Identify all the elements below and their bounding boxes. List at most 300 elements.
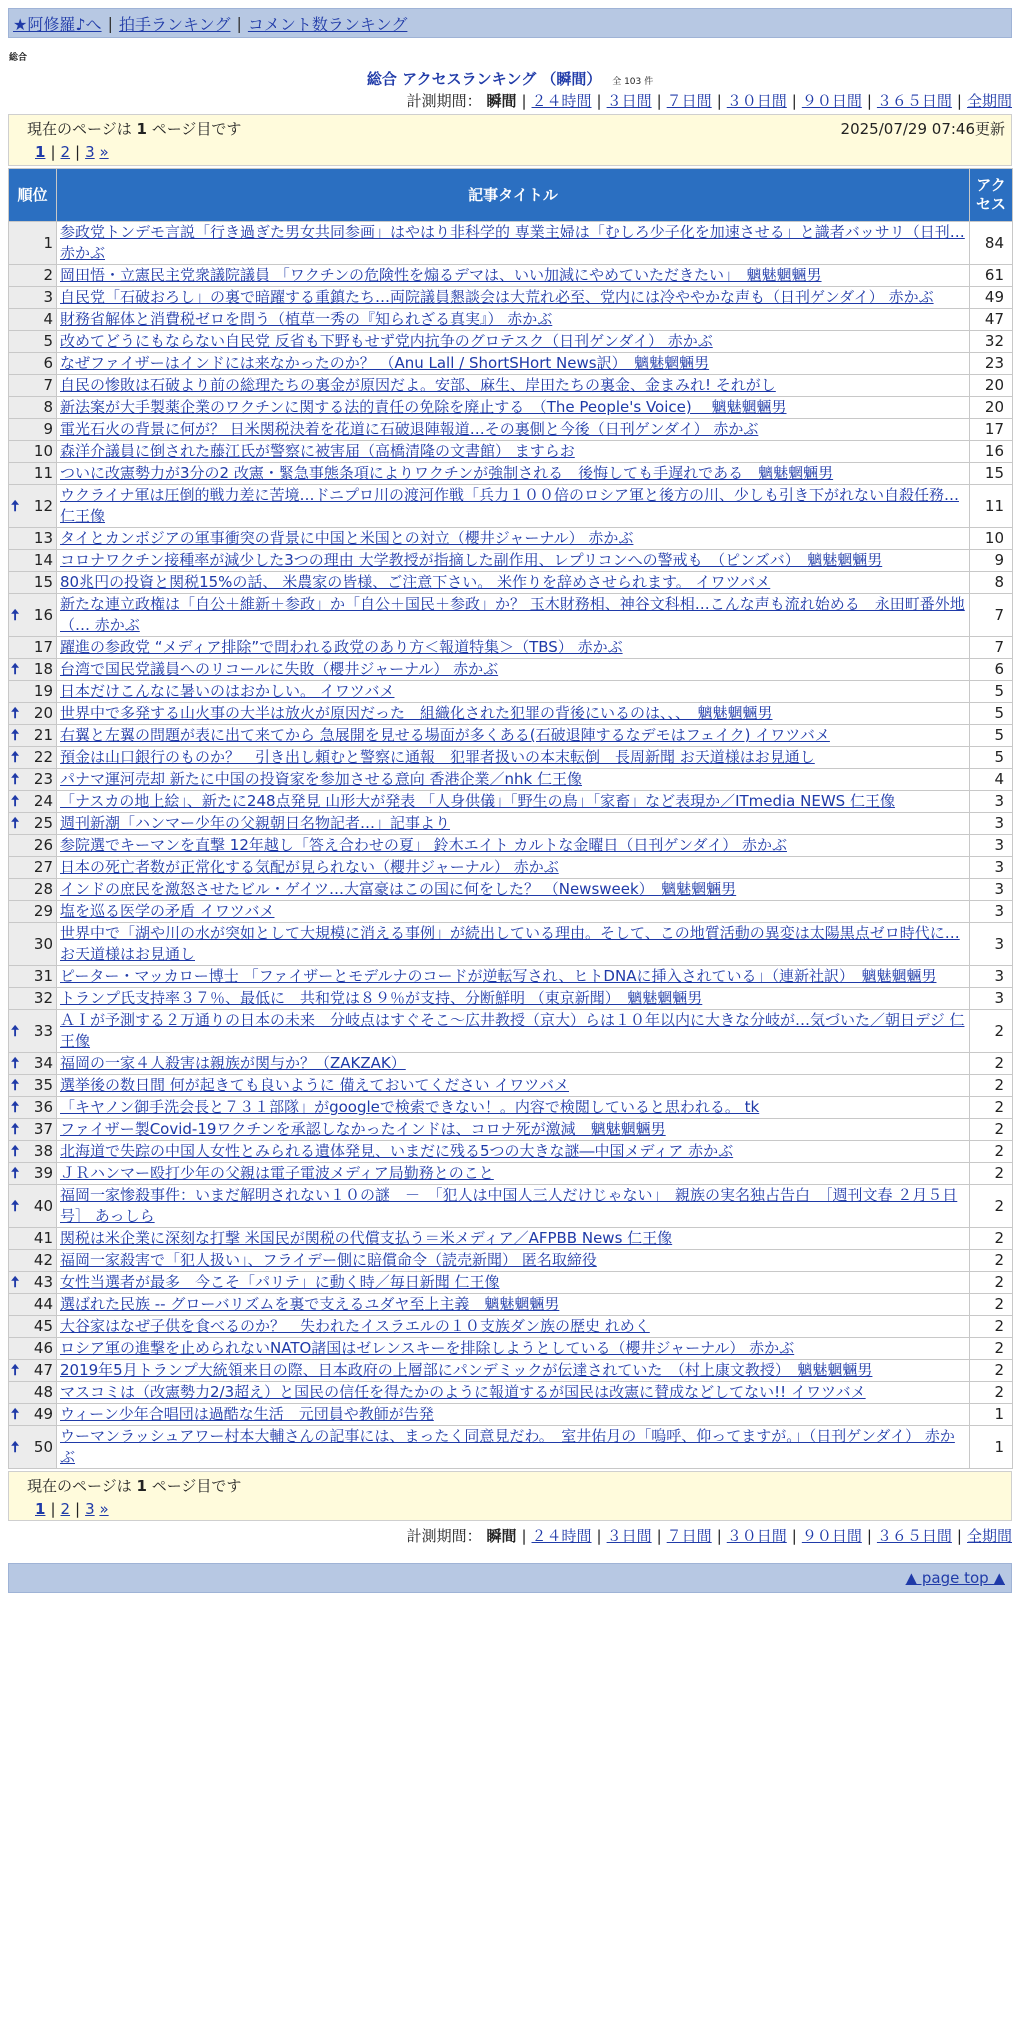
access-count: 10 [970,528,1013,550]
rank-cell [9,265,57,287]
title-cell [57,1360,970,1382]
rank-cell [9,791,57,813]
rank-cell [9,1119,57,1141]
top-nav-bar: ★阿修羅♪へ | 拍手ランキング | コメント数ランキング [8,8,1012,38]
table-row [9,1185,1013,1228]
article-link[interactable]: 躍進の参政党 “メディア排除”で問われる政党のあり方＜報道特集＞（TBS） 赤かぶ [60,638,623,656]
title-cell [57,1316,970,1338]
article-link[interactable]: 預金は山口銀行のものか？ 引き出し頼むと警察に通報 犯罪者扱いの本末転倒 長周新聞 お天道様はお見通し [60,748,815,766]
next-page-link[interactable]: » [99,143,109,161]
rank-cell [9,1053,57,1075]
period-option[interactable]: ３日間 [606,92,652,110]
article-link[interactable]: ピーター・マッカロー博士 「ファイザーとモデルナのコードが逆転写され、ヒトDNAに挿入されている」（連新社訳） 魑魅魍魎男 [60,967,937,985]
table-row [9,1404,1013,1426]
rank-cell [9,419,57,441]
rank-number: 49 [33,1405,53,1423]
table-row [9,725,1013,747]
access-count: 9 [970,550,1013,572]
article-link[interactable]: 週刊新潮「ハンマー少年の父親朝日名物記者…」記事より [60,814,451,832]
access-count: 3 [970,791,1013,813]
title-cell [57,879,970,901]
table-row [9,222,1013,265]
article-link[interactable]: 「ナスカの地上絵」、新たに248点発見 山形大が発表 「人身供儀」「野生の鳥」「家畜」など表現か／ITmedia NEWS 仁王像 [60,792,895,810]
title-cell [57,747,970,769]
table-row [9,1338,1013,1360]
rank-cell [9,1185,57,1228]
rank-up-arrow-icon: 🠅 [11,1142,20,1160]
rank-cell [9,1141,57,1163]
rank-cell [9,1316,57,1338]
rank-number: 36 [33,1098,53,1116]
table-row [9,419,1013,441]
table-row [9,1053,1013,1075]
table-row [9,1075,1013,1097]
rank-number: 16 [33,605,53,624]
article-link[interactable]: 日本の死亡者数が正常化する気配が見られない（櫻井ジャーナル） 赤かぶ [60,858,559,876]
title-cell [57,659,970,681]
updated-timestamp: 2025/07/29 07:46更新 [840,120,1005,138]
access-count: 2 [970,1163,1013,1185]
rank-number: 1 [43,233,53,252]
title-cell [57,1404,970,1426]
article-link[interactable]: マスコミは（改憲勢力2/3超え）と国民の信任を得たかのように報道するが国民は改憲に賛成などしてない!! イワツバメ [60,1383,866,1401]
access-count: 2 [970,1360,1013,1382]
rank-number: 2 [43,266,53,284]
period-option[interactable]: ９０日間 [801,92,862,110]
table-row [9,1141,1013,1163]
rank-cell [9,747,57,769]
title-cell [57,835,970,857]
article-link[interactable]: 世界中で「湖や川の水が突如として大規模に消える事例」が続出している理由。そして、この地質活動の異変は太陽黒点ゼロ時代に… お天道様はお見通し [60,924,960,963]
article-link[interactable]: 森洋介議員に倒された藤江氏が警察に被害届（高橋清隆の文書館） ますらお [60,442,575,460]
title-cell [57,1294,970,1316]
rank-cell [9,879,57,901]
rank-number: 20 [33,704,53,722]
title-cell [57,441,970,463]
table-row [9,463,1013,485]
rank-number: 18 [33,660,53,678]
title-cell [57,572,970,594]
article-link[interactable]: インドの庶民を激怒させたビル・ゲイツ…大富豪はこの国に何をした？ （Newsweek） 魑魅魍魎男 [60,880,737,898]
table-row [9,923,1013,966]
table-row [9,1163,1013,1185]
title-cell [57,857,970,879]
page-link[interactable]: 1 [35,143,46,161]
current-page-text-bottom: 現在のページは 1 ページ目です [27,1477,242,1495]
table-row [9,1360,1013,1382]
access-count: 3 [970,879,1013,901]
title-cell [57,1075,970,1097]
access-count: 1 [970,1404,1013,1426]
table-row [9,1010,1013,1053]
rank-up-arrow-icon: 🠅 [11,1076,20,1094]
article-link[interactable]: 世界中で多発する山火事の大半は放火が原因だった 組織化された犯罪の背後にいるのは、、、 魑魅魍魎男 [60,704,773,722]
period-option[interactable]: ９０日間 [801,1527,862,1545]
rank-cell [9,813,57,835]
table-row [9,309,1013,331]
rank-up-arrow-icon: 🠅 [11,1273,20,1291]
rank-number: 7 [43,376,53,394]
rank-cell [9,463,57,485]
rank-cell [9,397,57,419]
article-link[interactable]: ＪＲハンマー殴打少年の父親は電子電波メディア局勤務とのこと [60,1164,494,1182]
period-option[interactable]: ３６５日間 [876,1527,952,1545]
article-link[interactable]: 自民の惨敗は石破より前の総理たちの裏金が原因だよ。安部、麻生、岸田たちの裏金、金まみれ! それがし [60,376,776,394]
rank-number: 10 [33,442,53,460]
table-row [9,659,1013,681]
rank-number: 27 [33,858,53,876]
article-link[interactable]: 財務省解体と消費税ゼロを問う（植草一秀の『知られざる真実』） 赤かぶ [60,310,553,328]
access-count: 16 [970,441,1013,463]
period-label-bottom: 計測期間： [406,1527,482,1545]
table-row [9,331,1013,353]
rank-number: 19 [33,682,53,700]
rank-number: 12 [33,496,53,515]
rank-up-arrow-icon: 🠅 [11,660,20,678]
rank-up-arrow-icon: 🠅 [11,1120,20,1138]
table-row [9,375,1013,397]
rank-column-header: 順位 [9,169,57,222]
table-row [9,1228,1013,1250]
bottom-bar [8,1563,1012,1593]
title-cell [57,923,970,966]
table-row [9,747,1013,769]
page-link[interactable]: 2 [60,1500,71,1518]
access-count: 3 [970,923,1013,966]
access-count: 61 [970,265,1013,287]
title-cell [57,309,970,331]
article-link[interactable]: 大谷家はなぜ子供を食べるのか？ 失われたイスラエルの１０支族ダン族の歴史 れめく [60,1317,650,1335]
rank-up-arrow-icon: 🠅 [11,770,20,788]
access-count: 11 [970,485,1013,528]
page-link[interactable]: 3 [85,1500,95,1518]
rank-number: 32 [33,989,53,1007]
title-cell [57,528,970,550]
article-link[interactable]: なぜファイザーはインドには来なかったのか？ （Anu Lall / ShortSHort News訳） 魑魅魍魎男 [60,354,710,372]
rank-number: 33 [33,1021,53,1040]
rank-number: 41 [33,1229,53,1247]
title-cell [57,594,970,637]
article-link[interactable]: 北海道で失踪の中国人女性とみられる遺体発見、いまだに残る5つの大きな謎―中国メディア 赤かぶ [60,1142,734,1160]
access-count: 2 [970,1010,1013,1053]
period-option[interactable]: ３日間 [606,1527,652,1545]
article-link[interactable]: 選挙後の数日間 何が起きても良いように 備えておいてください イワツバメ [60,1076,570,1094]
article-link[interactable]: 福岡一家惨殺事件：いまだ解明されない１０の謎 － 「犯人は中国人三人だけじゃない」 親族の実名独占告白 ［週刊文春 ２月５日号］ あっしら [60,1186,958,1225]
rank-number: 47 [33,1361,53,1379]
table-row [9,966,1013,988]
table-row [9,485,1013,528]
page-link[interactable]: 1 [35,1500,46,1518]
rank-cell [9,222,57,265]
table-row [9,791,1013,813]
title-cell [57,397,970,419]
article-link[interactable]: 「キヤノン御手洗会長と７３１部隊」がgoogleで検索できない！。内容で検閲していると思われる。 tk [60,1098,760,1116]
article-link[interactable]: 80兆円の投資と関税15%の話、 米農家の皆様、ご注意下さい。 米作りを辞めさせられます。 イワツバメ [60,573,771,591]
rank-up-arrow-icon: 🠅 [11,1361,20,1379]
access-count: 2 [970,1185,1013,1228]
ranking-table [8,168,1013,1469]
article-link[interactable]: ロシア軍の進撃を止められないNATO諸国はゼレンスキーを排除しようとしている（櫻井ジャーナル） 赤かぶ [60,1339,795,1357]
article-link[interactable]: 新法案が大手製薬企業のワクチンに関する法的責任の免除を廃止する （The People's Voice) 魑魅魍魎男 [60,398,787,416]
period-selector: 計測期間： 瞬間 | ２４時間 | ３日間 | ７日間 | ３０日間 | ９０日間 | ３６５日間 | 全期間 [406,92,1012,110]
table-row [9,703,1013,725]
rank-cell [9,550,57,572]
article-link[interactable]: 参院選でキーマンを直撃 12年越し「答え合わせの夏」 鈴木エイト カルトな金曜日（日刊ゲンダイ） 赤かぶ [60,836,787,854]
rank-cell [9,1075,57,1097]
rank-number: 4 [43,310,53,328]
access-count: 6 [970,659,1013,681]
rank-cell [9,572,57,594]
rank-cell [9,637,57,659]
rank-cell [9,659,57,681]
table-row [9,1294,1013,1316]
table-row [9,1097,1013,1119]
period-option[interactable]: ３０日間 [726,92,787,110]
table-row [9,265,1013,287]
rank-cell [9,988,57,1010]
article-link[interactable]: ＡＩが予測する２万通りの日本の未来 分岐点はすぐそこ～広井教授（京大）らは１０年以内に大きな分岐が…気づいた／朝日デジ 仁王像 [60,1011,965,1050]
article-link[interactable]: 新たな連立政権は「自公＋維新＋参政」か「自公＋国民＋参政」か？ 玉木財務相、神谷文科相…こんな声も流れ始める 永田町番外地（… 赤かぶ [60,595,965,634]
rank-number: 25 [33,814,53,832]
article-link[interactable]: ファイザー製Covid-19ワクチンを承認しなかったインドは、コロナ死が激減 魑魅魍魎男 [60,1120,666,1138]
title-cell [57,1228,970,1250]
period-option[interactable]: ３０日間 [726,1527,787,1545]
rank-number: 3 [43,288,53,306]
table-row [9,1316,1013,1338]
rank-number: 42 [33,1251,53,1269]
title-cell [57,353,970,375]
period-label: 計測期間： [406,92,482,110]
table-row [9,1426,1013,1469]
article-link[interactable]: ウクライナ軍は圧倒的戦力差に苦境…ドニプロ川の渡河作戦「兵力１００倍のロシア軍と後方の川、少しも引き下がれない自殺任務… 仁王像 [60,486,959,525]
title-cell [57,791,970,813]
clap-ranking-link[interactable]: 拍手ランキング [118,14,231,34]
comment-ranking-link[interactable]: コメント数ランキング [247,14,408,34]
rank-number: 13 [33,529,53,547]
table-row [9,528,1013,550]
rank-up-arrow-icon: 🠅 [11,1405,20,1423]
access-count: 5 [970,703,1013,725]
table-header-row [9,169,1013,222]
table-row [9,857,1013,879]
table-row [9,835,1013,857]
access-count: 5 [970,725,1013,747]
article-link[interactable]: 2019年5月トランプ大統領来日の際、日本政府の上層部にパンデミックが伝達されていた （村上康文教授） 魑魅魍魎男 [60,1361,873,1379]
table-row [9,572,1013,594]
title-cell [57,1163,970,1185]
rank-up-arrow-icon: 🠅 [11,496,20,515]
rank-cell [9,703,57,725]
rank-cell [9,857,57,879]
article-link[interactable]: 改めてどうにもならない自民党 反省も下野もせず党内抗争のグロテスク（日刊ゲンダイ） 赤かぶ [60,332,713,350]
access-count: 2 [970,1338,1013,1360]
table-row [9,1250,1013,1272]
rank-number: 24 [33,792,53,810]
article-link[interactable]: 参政党トンデモ言説「行き過ぎた男女共同参画」はやはり非科学的 専業主婦は「むしろ少子化を加速させる」と識者バッサリ（日刊… 赤かぶ [60,223,965,262]
access-count: 47 [970,309,1013,331]
period-option[interactable]: 全期間 [966,1527,1012,1545]
access-count: 20 [970,397,1013,419]
article-link[interactable]: ウィーン少年合唱団は過酷な生活 元団員や教師が告発 [60,1405,434,1423]
title-cell [57,287,970,309]
access-count: 2 [970,1382,1013,1404]
rank-cell [9,1272,57,1294]
access-count: 7 [970,594,1013,637]
article-link[interactable]: 台湾で国民党議員へのリコールに失敗（櫻井ジャーナル） 赤かぶ [60,660,499,678]
rank-cell [9,966,57,988]
page-link[interactable]: 3 [85,143,95,161]
article-link[interactable]: パナマ運河売却 新たに中国の投資家を参加させる意向 香港企業／nhk 仁王像 [60,770,583,788]
article-link[interactable]: 右翼と左翼の問題が表に出て来てから 急展開を見せる場面が多くある(石破退陣するなデモはフェイク) イワツバメ [60,726,830,744]
rank-up-arrow-icon: 🠅 [11,748,20,766]
title-cell [57,1053,970,1075]
access-count: 2 [970,1316,1013,1338]
access-count: 3 [970,988,1013,1010]
rank-number: 28 [33,880,53,898]
rank-up-arrow-icon: 🠅 [11,792,20,810]
article-link[interactable]: ついに改憲勢力が3分の2 改憲・緊急事態条項によりワクチンが強制される 後悔しても手遅れである 魑魅魍魎男 [60,464,834,482]
title-cell [57,419,970,441]
rank-cell [9,528,57,550]
title-cell [57,1382,970,1404]
period-option[interactable]: ２４時間 [531,92,592,110]
access-count: 2 [970,1075,1013,1097]
rank-cell [9,331,57,353]
table-row [9,353,1013,375]
access-column-header: アクセス [970,169,1013,222]
access-count: 7 [970,637,1013,659]
period-option: 瞬間 [486,92,517,110]
rank-up-arrow-icon: 🠅 [11,1196,20,1215]
rank-up-arrow-icon: 🠅 [11,1054,20,1072]
access-count: 2 [970,1250,1013,1272]
title-cell [57,813,970,835]
rank-cell [9,769,57,791]
next-page-link[interactable]: » [99,1500,109,1518]
access-count: 20 [970,375,1013,397]
access-count: 2 [970,1053,1013,1075]
rank-cell [9,901,57,923]
rank-number: 44 [33,1295,53,1313]
table-row [9,1119,1013,1141]
article-link[interactable]: 塩を巡る医学の矛盾 イワツバメ [60,902,275,920]
rank-cell [9,485,57,528]
title-cell [57,703,970,725]
rank-number: 21 [33,726,53,744]
table-row [9,681,1013,703]
rank-number: 35 [33,1076,53,1094]
rank-up-arrow-icon: 🠅 [11,1021,20,1040]
rank-number: 15 [33,573,53,591]
article-link[interactable]: トランプ氏支持率３７％、最低に 共和党は８９％が支持、分断鮮明 （東京新聞） 魑魅魍魎男 [60,989,703,1007]
title-cell [57,901,970,923]
article-link[interactable]: 福岡一家殺害で「犯人扱い」、フライデー側に賠償命令（読売新聞） 匿名取締役 [60,1251,597,1269]
access-count: 32 [970,331,1013,353]
period-option[interactable]: ７日間 [666,92,712,110]
rank-number: 17 [33,638,53,656]
title-cell [57,988,970,1010]
rank-cell [9,1010,57,1053]
table-row [9,813,1013,835]
article-link[interactable]: 自民党「石破おろし」の裏で暗躍する重鎮たち…両院議員懇談会は大荒れ必至、党内には冷ややかな声も（日刊ゲンダイ） 赤かぶ [60,288,934,306]
rank-number: 11 [33,464,53,482]
page-top-link[interactable]: ▲ page top ▲ [905,1569,1005,1587]
rank-number: 38 [33,1142,53,1160]
period-option[interactable]: ２４時間 [531,1527,592,1545]
title-cell [57,265,970,287]
rank-cell [9,835,57,857]
article-link[interactable]: タイとカンボジアの軍事衝突の背景に中国と米国との対立（櫻井ジャーナル） 赤かぶ [60,529,634,547]
table-row [9,1382,1013,1404]
article-link[interactable]: 岡田悟・立憲民主党衆議院議員 「ワクチンの危険性を煽るデマは、いい加減にやめていただきたい」 魑魅魍魎男 [60,266,822,284]
rank-number: 46 [33,1339,53,1357]
total-count: 全 103 件 [612,77,654,87]
pager-top: 1 | 2 | 3 » [35,143,109,161]
access-count: 2 [970,1141,1013,1163]
table-row [9,287,1013,309]
table-row [9,901,1013,923]
rank-number: 37 [33,1120,53,1138]
page-link[interactable]: 2 [60,143,71,161]
category-label: 総合 [9,53,28,63]
rank-cell [9,375,57,397]
rank-up-arrow-icon: 🠅 [11,704,20,722]
rank-number: 48 [33,1383,53,1401]
period-option: 瞬間 [486,1527,517,1545]
rank-number: 30 [33,934,53,953]
rank-cell [9,1382,57,1404]
table-row [9,637,1013,659]
article-link[interactable]: 日本だけこんなに暑いのはおかしい。 イワツバメ [60,682,395,700]
title-cell [57,1141,970,1163]
rank-cell [9,1228,57,1250]
access-count: 3 [970,966,1013,988]
rank-number: 50 [33,1437,53,1456]
home-link[interactable]: ★阿修羅♪へ [13,14,102,34]
article-link[interactable]: 電光石火の背景に何が？ 日米関税決着を花道に石破退陣報道…その裏側と今後（日刊ゲンダイ） 赤かぶ [60,420,759,438]
period-option[interactable]: ７日間 [666,1527,712,1545]
rank-cell [9,441,57,463]
title-cell [57,681,970,703]
rank-number: 34 [33,1054,53,1072]
table-row [9,988,1013,1010]
article-link[interactable]: コロナワクチン接種率が減少した3つの理由 大学教授が指摘した副作用、レプリコンへの警戒も （ピンズバ） 魑魅魍魎男 [60,551,883,569]
title-cell [57,550,970,572]
rank-up-arrow-icon: 🠅 [11,814,20,832]
period-option[interactable]: ３６５日間 [876,92,952,110]
table-row [9,441,1013,463]
rank-number: 22 [33,748,53,766]
access-count: 5 [970,681,1013,703]
article-link[interactable]: ウーマンラッシュアワー村本大輔さんの記事には、まったく同意見だわ。 室井佑月の「嗚呼、仰ってますが。」（日刊ゲンダイ） 赤かぶ [60,1427,955,1466]
pagination-box-top [8,114,1012,166]
article-link[interactable]: 関税は米企業に深刻な打撃 米国民が関税の代償支払う＝米メディア／AFPBB News 仁王像 [60,1229,673,1247]
title-cell [57,1185,970,1228]
rank-cell [9,287,57,309]
article-link[interactable]: 福岡の一家４人殺害は親族が関与か？（ZAKZAK） [60,1054,406,1072]
rank-cell [9,1426,57,1469]
rank-up-arrow-icon: 🠅 [11,726,20,744]
article-link[interactable]: 女性当選者が最多 今こそ「パリテ」に動く時／毎日新聞 仁王像 [60,1273,500,1291]
access-count: 8 [970,572,1013,594]
article-link[interactable]: 選ばれた民族 -- グローバリズムを裏で支えるユダヤ至上主義 魑魅魍魎男 [60,1295,560,1313]
title-cell [57,725,970,747]
rank-number: 29 [33,902,53,920]
period-option[interactable]: 全期間 [966,92,1012,110]
access-count: 23 [970,353,1013,375]
rank-number: 5 [43,332,53,350]
rank-cell [9,1338,57,1360]
